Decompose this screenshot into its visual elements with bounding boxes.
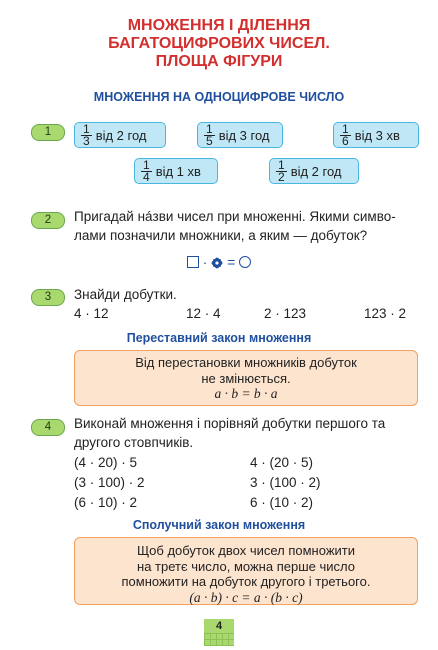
chapter-title [0, 17, 438, 71]
task-4-badge: 4 [31, 419, 65, 436]
symbols-equation [0, 254, 438, 272]
task-2-text [74, 207, 396, 245]
fraction-denominator: 6 [342, 133, 349, 148]
circle-icon [239, 256, 251, 268]
fraction-numerator: 1 [83, 121, 90, 136]
square-icon [187, 256, 199, 268]
grid-pattern [204, 633, 234, 646]
rule-formula: a · b = b · a [214, 386, 278, 401]
section-subtitle: МНОЖЕННЯ НА ОДНОЦИФРОВЕ ЧИСЛО [93, 90, 345, 104]
fraction [276, 157, 287, 184]
equals-sign: = [227, 254, 236, 270]
expression: (3 · 100) · 2 [74, 475, 145, 490]
task-1-badge: 1 [31, 124, 65, 141]
expression: 4 · (20 · 5) [250, 455, 314, 470]
chapter-title-line-3: ПЛОЩА ФІГУРИ [155, 53, 283, 70]
fraction [141, 157, 152, 184]
expression: 12 · 4 [186, 306, 221, 321]
rule-formula: (a · b) · c = a · (b · c) [189, 589, 303, 605]
rule-line: помножити на добуток другого і третього. [121, 574, 371, 589]
law-2-title: Сполучний закон множення [132, 518, 306, 532]
page-number-text: 4 [215, 620, 223, 632]
fraction-text: від 3 год [218, 127, 270, 143]
fraction [81, 121, 92, 148]
fraction-denominator: 2 [278, 169, 285, 184]
expression: 123 · 2 [364, 306, 407, 321]
fraction-box [333, 122, 419, 148]
task-2-line-2: лами позначили множники, а яким — добуток? [74, 228, 368, 243]
task-3-text: Знайди добутки. [74, 287, 177, 302]
expression: (6 · 10) · 2 [74, 495, 138, 510]
expression: 2 · 123 [264, 306, 307, 321]
chapter-title-line-1: МНОЖЕННЯ І ДІЛЕННЯ [127, 17, 311, 34]
expression: 4 · 12 [74, 306, 109, 321]
fraction [204, 121, 215, 148]
task-4-line-1: Виконай множення і порівняй добутки першого та [74, 416, 386, 431]
fraction-denominator: 3 [83, 133, 90, 148]
fraction-numerator: 1 [342, 121, 349, 136]
expression: (4 · 20) · 5 [74, 455, 138, 470]
fraction-text: від 3 хв [354, 127, 400, 143]
task-2-badge: 2 [31, 212, 65, 229]
rule-box [74, 537, 418, 605]
rule-line: Від перестановки множників добуток [135, 355, 357, 370]
fraction-numerator: 1 [206, 121, 213, 136]
fraction-denominator: 5 [206, 133, 213, 148]
fraction-denominator: 4 [143, 169, 150, 184]
task-4-text [74, 414, 385, 452]
expression: 6 · (10 · 2) [250, 495, 314, 510]
fraction-box [197, 122, 283, 148]
rule-box [74, 350, 418, 406]
fraction-text: від 2 год [290, 163, 342, 179]
fraction-text: від 2 год [95, 127, 147, 143]
law-1-title: Переставний закон множення [126, 331, 312, 345]
fraction [340, 121, 351, 148]
expression: 3 · (100 · 2) [250, 475, 321, 490]
page-number [204, 619, 234, 646]
fraction-box [74, 122, 166, 148]
fraction-text: від 1 хв [155, 163, 201, 179]
fraction-box [134, 158, 218, 184]
task-3-badge: 3 [31, 289, 65, 306]
rule-line: не змінюється. [201, 370, 291, 386]
fraction-numerator: 1 [143, 157, 150, 172]
task-2-line-1: Пригадай нáзви чисел при множенні. Якими симво- [74, 209, 396, 224]
chapter-title-line-2: БАГАТОЦИФРОВИХ ЧИСЕЛ. [108, 35, 330, 52]
dot-operator: · [202, 254, 208, 270]
task-4-line-2: другого стовпчиків. [74, 435, 194, 450]
fraction-numerator: 1 [278, 157, 285, 172]
rule-line: на третє число, можна перше число [137, 558, 355, 574]
fraction-box [269, 158, 359, 184]
flower-icon [211, 256, 223, 272]
rule-line: Щоб добуток двох чисел помножити [136, 543, 355, 558]
